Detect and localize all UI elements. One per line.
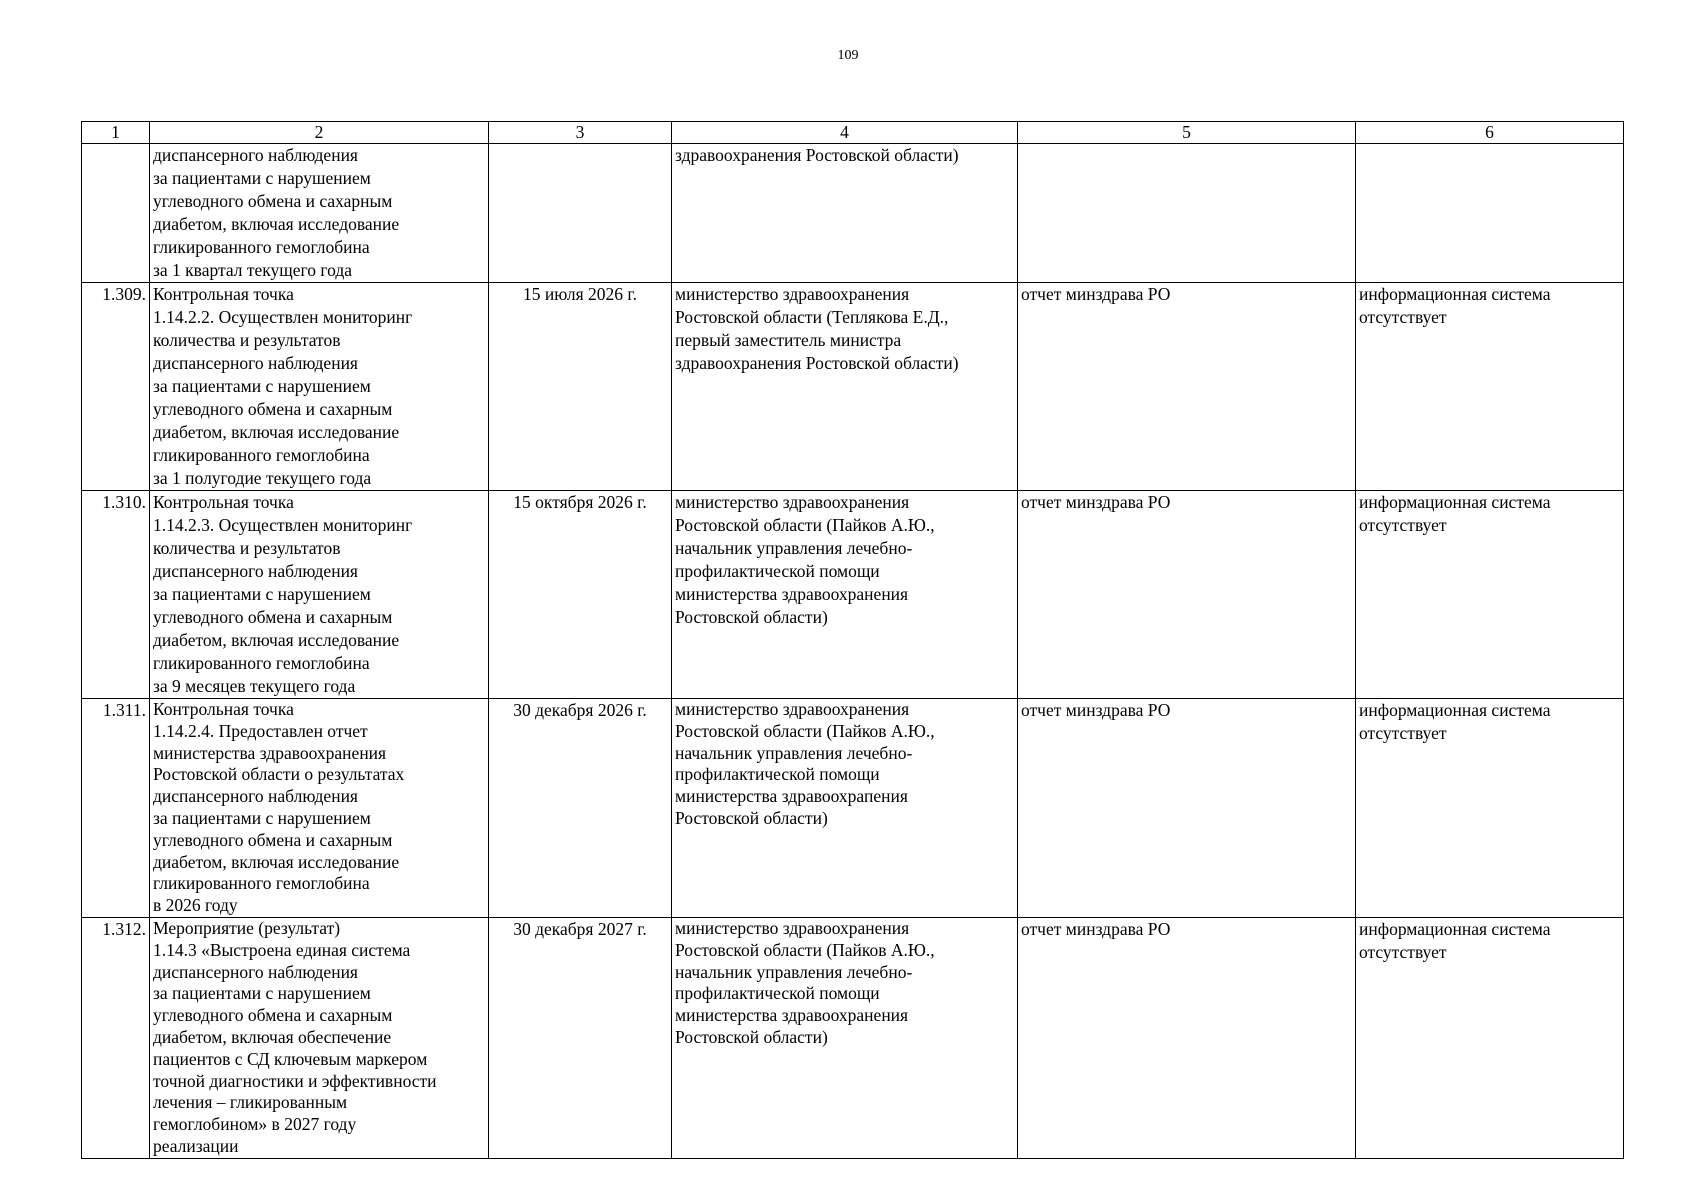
row-info-system: информационная система отсутствует — [1356, 283, 1624, 491]
row-number: 1.312. — [82, 918, 150, 1159]
row-deadline — [489, 144, 672, 283]
row-document — [1018, 144, 1356, 283]
row-responsible: министерство здравоохранения Ростовской области (Пайков А.Ю., начальник управления лечебно- профилактической помощи министерства здравоохранения Ростовской области) — [672, 491, 1018, 699]
row-description: диспансерного наблюдения за пациентами с нарушением углеводного обмена и сахарным диабетом, включая исследование гликированного гемоглобина за 1 квартал текущего года — [150, 144, 489, 283]
table-header-row — [82, 122, 1624, 144]
row-responsible: здравоохранения Ростовской области) — [672, 144, 1018, 283]
row-number: 1.310. — [82, 491, 150, 699]
row-responsible: министерство здравоохранения Ростовской области (Теплякова Е.Д., первый заместитель министра здравоохранения Ростовской области) — [672, 283, 1018, 491]
row-info-system: информационная система отсутствует — [1356, 918, 1624, 1159]
row-document: отчет минздрава РО — [1018, 699, 1356, 918]
row-responsible: министерство здравоохранения Ростовской области (Пайков А.Ю., начальник управления лечебно- профилактической помощи министерства здравоохрапения Ростовской области) — [672, 699, 1018, 918]
header-cell: 6 — [1356, 122, 1624, 144]
table-row — [82, 283, 1624, 491]
row-deadline: 15 октября 2026 г. — [489, 491, 672, 699]
row-description: Мероприятие (результат) 1.14.3 «Выстроена единая система диспансерного наблюдения за пациентами с нарушением углеводного обмена и сахарным диабетом, включая обеспечение пациентов с СД ключевым маркером точной диагностики и эффективности лечения – гликированным гемоглобином» в 2027 году реализации — [150, 918, 489, 1159]
row-description: Контрольная точка 1.14.2.4. Предоставлен отчет министерства здравоохранения Ростовской области о результатах диспансерного наблюдения за пациентами с нарушением углеводного обмена и сахарным диабетом, включая исследование гликированного гемоглобина в 2026 году — [150, 699, 489, 918]
row-number: 1.309. — [82, 283, 150, 491]
table-row — [82, 144, 1624, 283]
header-cell: 4 — [672, 122, 1018, 144]
table-row — [82, 699, 1624, 918]
row-number: 1.311. — [82, 699, 150, 918]
plan-table — [81, 121, 1624, 1159]
row-document: отчет минздрава РО — [1018, 491, 1356, 699]
header-cell: 1 — [82, 122, 150, 144]
row-description: Контрольная точка 1.14.2.2. Осуществлен мониторинг количества и результатов диспансерного наблюдения за пациентами с нарушением углеводного обмена и сахарным диабетом, включая исследование гликированного гемоглобина за 1 полугодие текущего года — [150, 283, 489, 491]
header-cell: 3 — [489, 122, 672, 144]
row-number — [82, 144, 150, 283]
header-cell: 2 — [150, 122, 489, 144]
row-info-system: информационная система отсутствует — [1356, 699, 1624, 918]
row-document: отчет минздрава РО — [1018, 918, 1356, 1159]
row-description: Контрольная точка 1.14.2.3. Осуществлен мониторинг количества и результатов диспансерного наблюдения за пациентами с нарушением углеводного обмена и сахарным диабетом, включая исследование гликированного гемоглобина за 9 месяцев текущего года — [150, 491, 489, 699]
header-cell: 5 — [1018, 122, 1356, 144]
row-document: отчет минздрава РО — [1018, 283, 1356, 491]
row-deadline: 30 декабря 2026 г. — [489, 699, 672, 918]
row-deadline: 15 июля 2026 г. — [489, 283, 672, 491]
row-responsible: министерство здравоохранения Ростовской области (Пайков А.Ю., начальник управления лечебно- профилактической помощи министерства здравоохранения Ростовской области) — [672, 918, 1018, 1159]
page-number: 109 — [837, 48, 859, 63]
row-deadline: 30 декабря 2027 г. — [489, 918, 672, 1159]
table-row — [82, 491, 1624, 699]
row-info-system: информационная система отсутствует — [1356, 491, 1624, 699]
table-row — [82, 918, 1624, 1159]
row-info-system — [1356, 144, 1624, 283]
